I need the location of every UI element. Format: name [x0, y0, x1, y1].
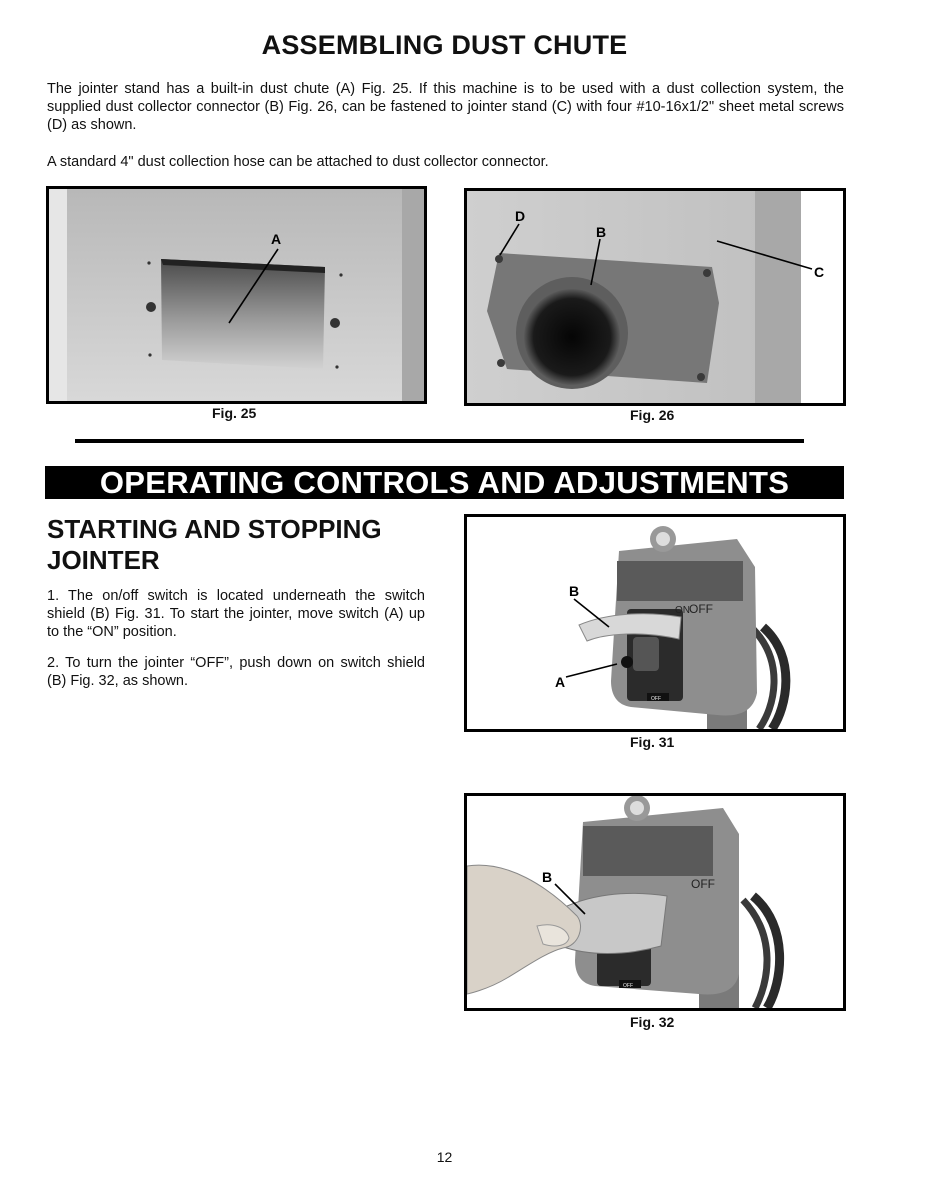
page-number: 12: [436, 1149, 453, 1165]
figure-32-photo: [464, 793, 846, 1011]
switch-off-marking: OFF: [691, 877, 715, 891]
dust-chute-illustration: [49, 189, 424, 401]
label-a: A: [555, 674, 566, 690]
label-d: D: [515, 208, 526, 224]
section-banner-operating-controls: OPERATING CONTROLS AND ADJUSTMENTS: [45, 466, 844, 499]
label-b: B: [596, 224, 607, 240]
dust-chute-paragraph-1: The jointer stand has a built-in dust chute (A) Fig. 25. If this machine is to be used with a dust collection system, the supplied dust collector connector (B) Fig. 26, can be fastened to jointer stand (C) with four #10-16x1/2" sheet metal screws (D) as shown.: [47, 81, 844, 133]
figure-31-photo: [464, 514, 846, 732]
figure-25-caption: Fig. 25: [212, 405, 257, 421]
switch-off-illustration: [467, 796, 843, 1008]
label-a: A: [271, 231, 282, 247]
switch-off-tag: OFF: [651, 696, 661, 702]
label-c: C: [814, 264, 825, 280]
step-2-text: 2. To turn the jointer “OFF”, push down on switch shield (B) Fig. 32, as shown.: [47, 655, 425, 689]
section-divider: [75, 439, 804, 443]
label-b: B: [542, 869, 553, 885]
switch-off-marking: OFF: [689, 602, 713, 616]
dust-connector-illustration: [467, 191, 843, 403]
section-title-dust-chute: ASSEMBLING DUST CHUTE: [261, 30, 628, 60]
figure-31-caption: Fig. 31: [630, 734, 675, 750]
switch-on-illustration: [467, 517, 843, 729]
figure-26-photo: [464, 188, 846, 406]
switch-on-marking: ON: [675, 605, 690, 616]
switch-off-tag: OFF: [623, 983, 633, 989]
dust-chute-paragraph-2: A standard 4" dust collection hose can be attached to dust collector connector.: [47, 154, 549, 170]
subsection-title-starting-stopping: STARTING AND STOPPING JOINTER: [47, 514, 382, 575]
step-1-text: 1. The on/off switch is located underneath the switch shield (B) Fig. 31. To start the jointer, move switch (A) up to the “ON” position.: [47, 588, 425, 640]
label-b: B: [569, 583, 580, 599]
figure-32-caption: Fig. 32: [630, 1014, 675, 1030]
figure-26-caption: Fig. 26: [630, 407, 675, 423]
figure-25-photo: [46, 186, 427, 404]
